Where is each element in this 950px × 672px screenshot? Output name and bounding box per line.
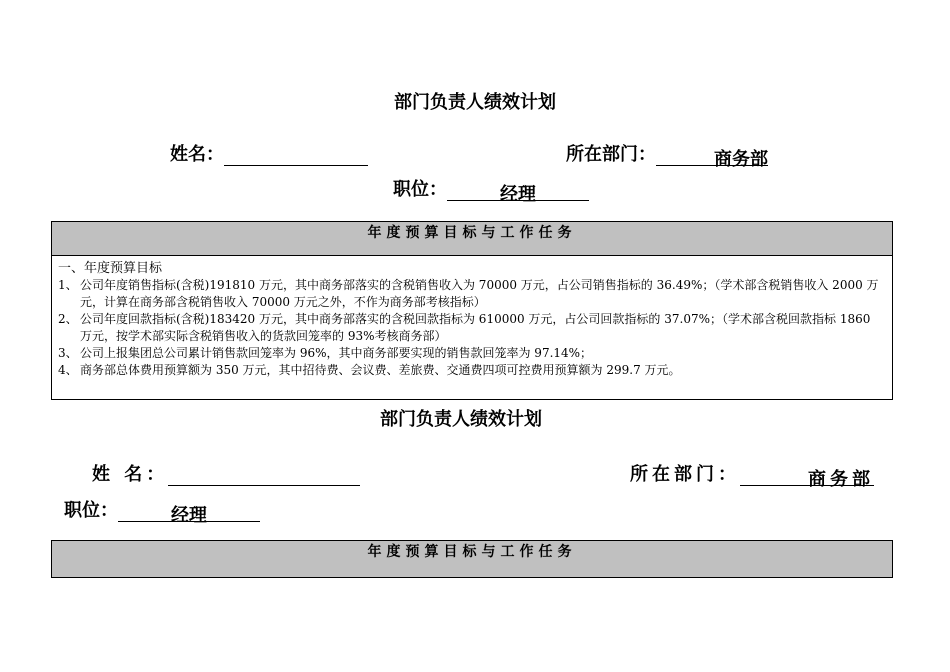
list-item — [58, 277, 886, 311]
name-label: 姓 名： — [92, 464, 169, 485]
item-text: 公司上报集团总公司累计销售款回笼率为 96%，其中商务部要实现的销售款回笼率为 97.14%； — [80, 346, 593, 360]
budget-table — [51, 221, 893, 400]
page-title: 部门负责人绩效计划 — [394, 92, 556, 113]
department-value[interactable]: 商务部 — [740, 465, 874, 486]
name-label: 姓名： — [170, 144, 224, 165]
name-field — [92, 460, 360, 486]
list-item — [58, 311, 886, 345]
department-value[interactable]: 商务部 — [656, 145, 768, 166]
item-text: 公司年度回款指标(含税)183420 万元，其中商务部落实的含税回款指标为 610000 万元，占公司回款指标的 37.07%；（学术部含税回款指标 1860 万元，按学术部实际含税销售收入的货款回笼率的 93%考核商务部） — [80, 312, 871, 343]
name-blank[interactable] — [224, 145, 368, 166]
item-text: 公司年度销售指标(含税)191810 万元，其中商务部落实的含税销售收入为 70000 万元，占公司销售指标的 36.49%；（学术部含税销售收入 2000 万元，计算在商务部含税销售收入 70000 万元之外，不作为商务部考核指标） — [80, 278, 879, 309]
department-field — [630, 460, 874, 490]
table-header: 年度预算目标与工作任务 — [52, 541, 892, 577]
item-number: 4、 — [58, 363, 78, 377]
item-number: 3、 — [58, 346, 78, 360]
item-number: 2、 — [58, 312, 78, 326]
name-blank[interactable] — [168, 465, 360, 486]
table-body — [52, 256, 892, 379]
position-value[interactable]: 经理 — [118, 501, 260, 522]
position-label: 职位： — [393, 179, 447, 200]
department-field — [566, 140, 768, 170]
position-field — [393, 175, 589, 205]
department-label: 所在部门： — [630, 464, 740, 485]
item-number: 1、 — [58, 278, 78, 292]
department-label: 所在部门： — [566, 144, 656, 165]
item-text: 商务部总体费用预算额为 350 万元，其中招待费、会议费、差旅费、交通费四项可控费用预算额为 299.7 万元。 — [80, 363, 681, 377]
page-title: 部门负责人绩效计划 — [380, 409, 542, 430]
position-label: 职位： — [64, 500, 118, 521]
table-header: 年度预算目标与工作任务 — [52, 222, 892, 256]
budget-table — [51, 540, 893, 578]
position-value[interactable]: 经理 — [447, 180, 589, 201]
section-title: 一、年度预算目标 — [58, 261, 163, 276]
list-item — [58, 345, 886, 362]
position-field — [64, 496, 260, 526]
name-field — [170, 140, 368, 166]
list-item — [58, 362, 886, 379]
